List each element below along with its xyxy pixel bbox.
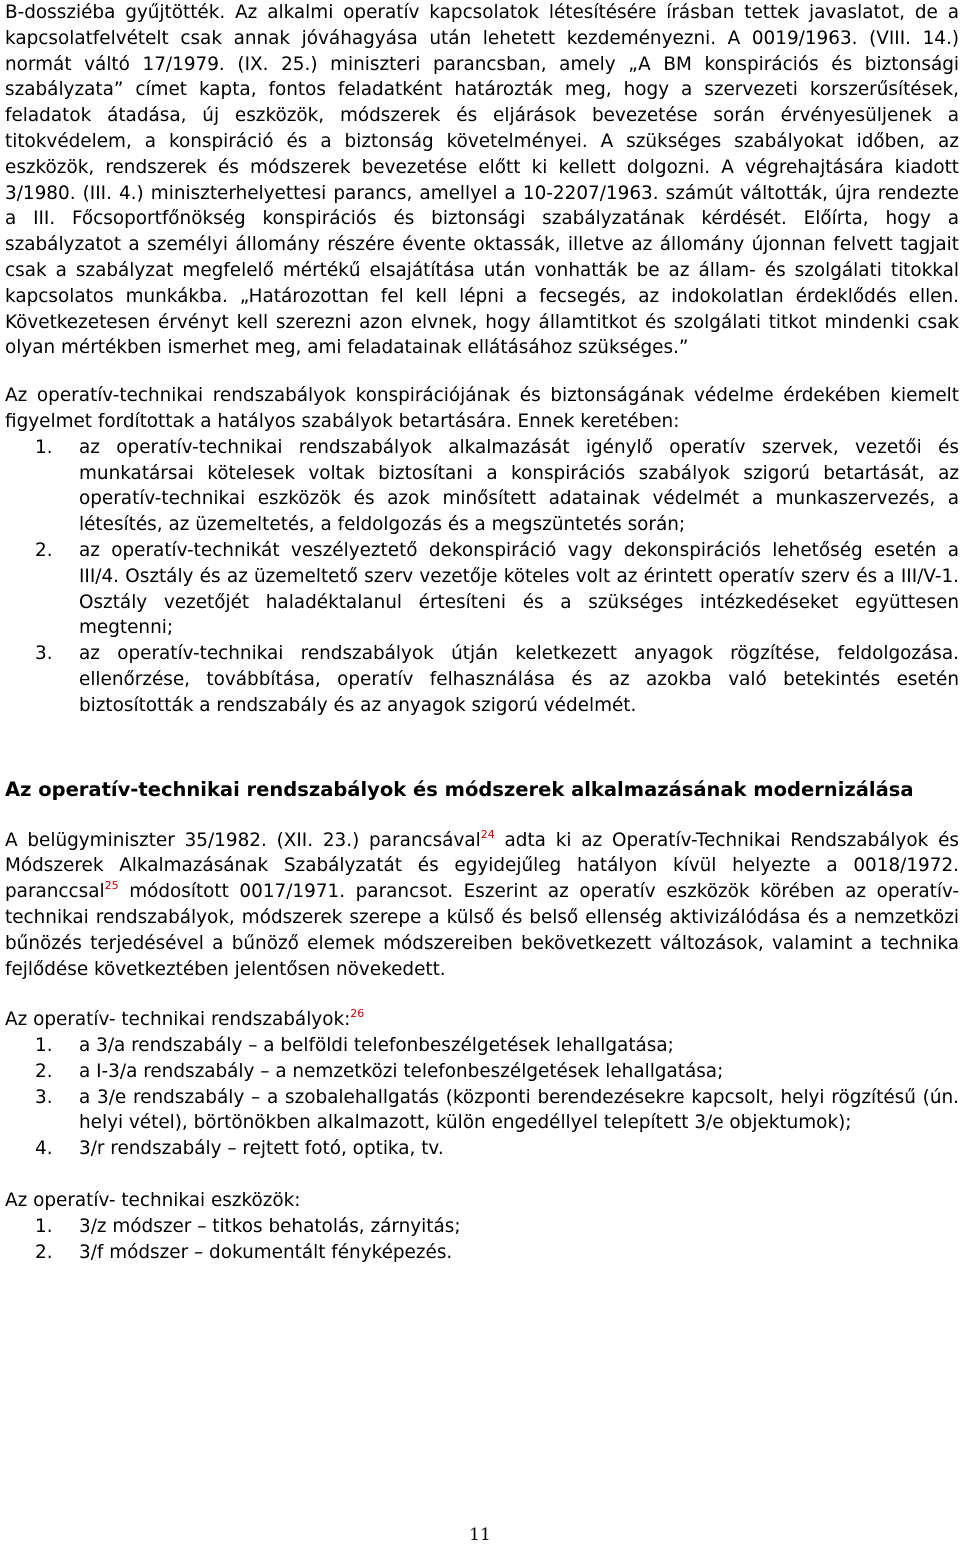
list-item-number: 1. (35, 1215, 53, 1237)
list-item-text: a I-3/a rendszabály – a nemzetközi telefonbeszélgetések lehallgatása; (79, 1060, 724, 1082)
list-item-number: 1. (35, 436, 53, 458)
document-page (5, 0, 959, 1265)
list-item-text: az operatív-technikai rendszabályok alkalmazását igénylő operatív szervek, vezetői és munkatársai kötelesek voltak biztosítani a konspirációs szabályok szigorú betartását, az operatív-technikai eszközök és azok minősített adatainak védelmét a munkaszervezés, a létesítés, az üzemeltetés, a feldolgozás és a megszüntetés során; (79, 436, 959, 536)
list-item-number: 2. (35, 539, 53, 561)
paragraph-text: módosított 0017/1971. parancsot. Eszerint az operatív eszközök körében az operatív-technikai rendszabályok, módszerek szerepe a külső és belső ellenség aktivizálódása és a nemzetközi bűnözés terjedésével a bűnöző elemek módszereiben bekövetkezett változások, valamint a technika fejlődése következtében jelentősen növekedett. (5, 881, 959, 980)
footnote-ref[interactable]: 26 (350, 1007, 365, 1021)
list-item (5, 1240, 959, 1266)
list-item (5, 1214, 959, 1240)
paragraph-minister-order (5, 828, 959, 983)
list-intro-rules (5, 1007, 959, 1033)
list-item-text: a 3/e rendszabály – a szobalehallgatás (központi berendezésekre kapcsolt, helyi rögzítésű (ún. helyi vétel), börtönökben alkalmazott, külön engedéllyel telepített 3/e objektumok); (79, 1086, 959, 1134)
list-item-text: az operatív-technikát veszélyeztető dekonspiráció vagy dekonspirációs lehetőség esetén a III/4. Osztály és az üzemeltető szerv vezetője köteles volt az érintett operatív szerv és a III/V-1. Osztály vezetőjét haladéktalanul értesíteni és a szükséges intézkedéseket együttesen megtenni; (79, 539, 959, 639)
paragraph-text: adta ki az Operatív-Technikai Rendszabályok és Módszerek Alkalmazásának Szabályzatát és egyidejűleg hatályon kívül helyezte a 0018/1972. paranccsal (5, 829, 959, 903)
list-intro-tools: Az operatív- technikai eszközök: (5, 1190, 301, 1212)
list-protection-measures (5, 435, 959, 719)
paragraph-operative-technical-rules: Az operatív-technikai rendszabályok konspirációjának és biztonságának védelme érdekében kiemelt figyelmet fordítottak a hatályos szabályok betartására. Ennek keretében: (5, 385, 959, 432)
footnote-ref[interactable]: 25 (104, 879, 119, 893)
list-item (5, 435, 959, 538)
list-item-text: 3/z módszer – titkos behatolás, zárnyitás; (79, 1215, 461, 1237)
list-item (5, 1033, 959, 1059)
list-item-text: a 3/a rendszabály – a belföldi telefonbeszélgetések lehallgatása; (79, 1035, 674, 1057)
list-item-number: 1. (35, 1035, 53, 1057)
list-item (5, 1059, 959, 1085)
list-item (5, 641, 959, 718)
list-item (5, 538, 959, 641)
list-item-number: 2. (35, 1241, 53, 1263)
list-item (5, 1136, 959, 1162)
list-item-text: az operatív-technikai rendszabályok útján keletkezett anyagok rögzítése, feldolgozása. ellenőrzése, továbbítása, operatív felhasználása és az azokba való betekintés esetén biztosították a rendszabály és az anyagok szigorú védelmét. (79, 643, 959, 716)
list-intro-text: Az operatív- technikai rendszabályok: (5, 1009, 351, 1031)
list-tools (5, 1214, 959, 1266)
list-item-text: 3/f módszer – dokumentált fényképezés. (79, 1241, 453, 1263)
paragraph-regulations: B-dossziéba gyűjtötték. Az alkalmi operatív kapcsolatok létesítésére írásban tettek javaslatot, de a kapcsolatfelvételt csak annak jóváhagyása után lehetett kezdeményezni. A 0019/1963. (VIII. 14.) normát váltó 17/1979. (IX. 25.) miniszteri parancsban, amely „A BM konspirációs és biztonsági szabályzata” címet kapta, fontos feladatként határozták meg, hogy a szervezeti korszerűsítések, feladatok átadása, új eszközök, módszerek és eljárások bevezetése során érvényesüljenek a titokvédelem, a konspiráció és a biztonság követelményei. A szükséges szabályokat időben, az eszközök, rendszerek és módszerek bevezetése előtt ki kellett dolgozni. A végrehajtására kiadott 3/1980. (III. 4.) miniszterhelyettesi parancs, amellyel a 10-2207/1963. számút váltották, újra rendezte a III. Főcsoportfőnökség konspirációs és biztonsági szabályzatának kérdését. Előírta, hogy a szabályzatot a személyi állomány részére évente oktassák, illetve az állomány újonnan felvett tagjait csak a szabályzat megfelelő mértékű elsajátítása után vonhatták be az állam- és szolgálati titokkal kapcsolatos munkákba. „Határozottan fel kell lépni a fecsegés, az indokolatlan érdeklődés ellen. Következetesen érvényt kell szerezni azon elvnek, hogy államtitkot és szolgálati titkot mindenki csak olyan mértékben ismerhet meg, ami feladatainak ellátásához szükséges.” (5, 2, 959, 359)
footnote-ref[interactable]: 24 (480, 827, 495, 841)
list-item-number: 3. (35, 1086, 53, 1108)
list-item-number: 3. (35, 643, 53, 665)
list-item (5, 1085, 959, 1137)
list-item-number: 2. (35, 1060, 53, 1082)
section-heading: Az operatív-technikai rendszabályok és módszerek alkalmazásának modernizálása (5, 777, 914, 801)
paragraph-text: A belügyminiszter 35/1982. (XII. 23.) parancsával (5, 829, 481, 851)
page-number: 11 (469, 1525, 491, 1545)
list-rules (5, 1033, 959, 1162)
list-item-number: 4. (35, 1138, 53, 1160)
list-item-text: 3/r rendszabály – rejtett fotó, optika, tv. (79, 1138, 444, 1160)
